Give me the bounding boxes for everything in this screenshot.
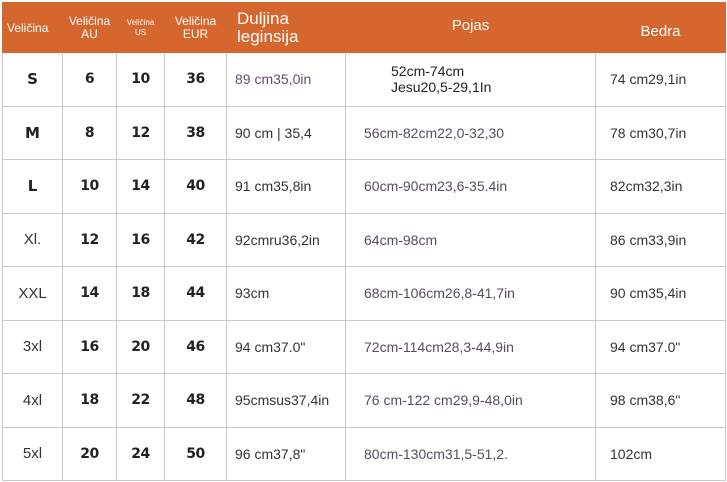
waist-cell: 76 cm-122 cm29,9-48,0in [346, 374, 596, 428]
size-cell: S [3, 53, 63, 107]
thigh-cell: 86 cm33,9in [596, 213, 726, 267]
header-row [3, 3, 726, 53]
header-us-line2: US [134, 27, 147, 37]
us-cell: 20 [117, 320, 165, 374]
waist-cell: 64cm-98cm [346, 213, 596, 267]
table-row [3, 267, 726, 321]
waist-cell: 56cm-82cm22,0-32,30 [346, 106, 596, 160]
eur-cell: 46 [165, 320, 227, 374]
length-cell: 95cmsus37,4in [227, 374, 346, 428]
au-cell: 8 [63, 106, 117, 160]
header-size: Veličina [3, 3, 63, 53]
header-length-line2: leginsija [237, 26, 299, 46]
table-row [3, 53, 726, 107]
waist-cell [346, 53, 596, 107]
us-cell: 12 [117, 106, 165, 160]
header-au [63, 3, 117, 53]
length-cell: 89 cm35,0in [227, 53, 346, 107]
table-row [3, 320, 726, 374]
header-thigh: Bedra [596, 3, 726, 53]
waist-cell: 68cm-106cm26,8-41,7in [346, 267, 596, 321]
au-cell: 20 [63, 427, 117, 481]
us-cell: 24 [117, 427, 165, 481]
length-cell: 91 cm35,8in [227, 160, 346, 214]
table-row [3, 427, 726, 481]
au-cell: 6 [63, 53, 117, 107]
thigh-cell: 102cm [596, 427, 726, 481]
header-length [227, 3, 346, 53]
eur-cell: 48 [165, 374, 227, 428]
length-cell: 96 cm37,8" [227, 427, 346, 481]
length-cell: 92cmru36,2in [227, 213, 346, 267]
size-cell: 5xl [3, 427, 63, 481]
us-cell: 16 [117, 213, 165, 267]
au-cell: 18 [63, 374, 117, 428]
length-cell: 94 cm37.0" [227, 320, 346, 374]
size-cell: 4xl [3, 374, 63, 428]
us-cell: 18 [117, 267, 165, 321]
table-row [3, 213, 726, 267]
thigh-cell: 78 cm30,7in [596, 106, 726, 160]
us-cell: 10 [117, 53, 165, 107]
size-cell: Xl. [3, 213, 63, 267]
au-cell: 16 [63, 320, 117, 374]
us-cell: 22 [117, 374, 165, 428]
header-eur-line1: Veličina [174, 13, 217, 28]
thigh-cell: 94 cm37.0" [596, 320, 726, 374]
thigh-cell: 98 cm38,6" [596, 374, 726, 428]
header-au-line1: Veličina [68, 13, 111, 28]
table-row [3, 106, 726, 160]
waist-cell: 72cm-114cm28,3-44,9in [346, 320, 596, 374]
thigh-cell: 82cm32,3in [596, 160, 726, 214]
header-eur-line2: EUR [182, 26, 209, 41]
size-cell: 3xl [3, 320, 63, 374]
table-row [3, 374, 726, 428]
thigh-cell: 90 cm35,4in [596, 267, 726, 321]
header-length-line1: Duljina [237, 8, 289, 28]
eur-cell: 42 [165, 213, 227, 267]
eur-cell: 36 [165, 53, 227, 107]
us-cell: 14 [117, 160, 165, 214]
au-cell: 14 [63, 267, 117, 321]
eur-cell: 40 [165, 160, 227, 214]
waist-line1: 52cm-74cm [391, 63, 465, 80]
thigh-cell: 74 cm29,1in [596, 53, 726, 107]
eur-cell: 44 [165, 267, 227, 321]
eur-cell: 38 [165, 106, 227, 160]
au-cell: 12 [63, 213, 117, 267]
table-row [3, 160, 726, 214]
length-cell: 90 cm | 35,4 [227, 106, 346, 160]
header-us [117, 3, 165, 53]
size-cell: XXL [3, 267, 63, 321]
header-au-line2: AU [81, 26, 98, 41]
waist-cell: 80cm-130cm31,5-51,2. [346, 427, 596, 481]
header-eur [165, 3, 227, 53]
waist-cell: 60cm-90cm23,6-35.4in [346, 160, 596, 214]
header-us-line1: Veličina [126, 17, 155, 27]
size-cell: L [3, 160, 63, 214]
header-waist: Pojas [346, 3, 596, 53]
length-cell: 93cm [227, 267, 346, 321]
au-cell: 10 [63, 160, 117, 214]
eur-cell: 50 [165, 427, 227, 481]
waist-line2: Jesu20,5-29,1In [391, 79, 492, 96]
size-cell: M [3, 106, 63, 160]
size-chart-table [2, 2, 726, 481]
